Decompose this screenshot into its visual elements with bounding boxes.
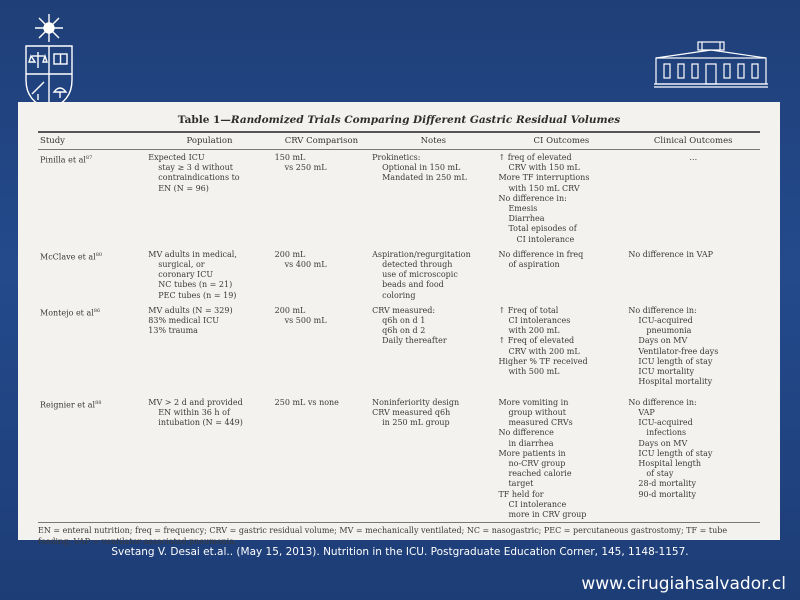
ci-cell (496, 395, 626, 522)
cell-line: No difference in: (628, 305, 697, 315)
cell-line: No difference in VAP (628, 249, 713, 259)
cell-line: pneumonia (646, 326, 692, 336)
cell-line: infections (646, 428, 687, 438)
cell-line: ICU-acquired (638, 418, 693, 428)
cell-line: target (508, 479, 534, 489)
cell-line: MV > 2 d and provided (148, 397, 243, 407)
table-title (38, 114, 760, 131)
column-header: Notes (420, 136, 446, 146)
cell-line: CI intolerance (508, 499, 567, 509)
cell-line: contraindications to (158, 173, 240, 183)
cell-line: reached calorie (508, 469, 572, 479)
cell-line: 13% trauma (148, 326, 198, 336)
table-row (38, 395, 760, 522)
study-name: Reignier et al (40, 400, 96, 410)
cell-line: with 200 mL (508, 326, 560, 336)
notes-cell (370, 303, 496, 395)
cell-line: of aspiration (508, 260, 560, 270)
cell-line: 200 mL (274, 249, 306, 259)
ci-cell (496, 150, 626, 247)
cell-line: coloring (382, 290, 416, 300)
cell-line: More patients in (498, 448, 566, 458)
cell-line: of stay (646, 469, 674, 479)
cell-line: EN (N = 96) (158, 183, 209, 193)
cell-line: with 500 mL (508, 367, 560, 377)
notes-cell (370, 247, 496, 303)
study-cell (38, 247, 146, 303)
cell-line: stay ≥ 3 d without (158, 163, 233, 173)
column-header: CI Outcomes (533, 136, 590, 146)
cell-line: surgical, or (158, 260, 205, 270)
website-url[interactable]: www.cirugiahsalvador.cl (581, 574, 786, 594)
cell-line: no-CRV group (508, 459, 566, 469)
cell-line: TF held for (498, 489, 544, 499)
cell-line: More vomiting in (498, 397, 569, 407)
cell-line: EN within 36 h of (158, 408, 230, 418)
clinical-cell (626, 395, 760, 522)
table-row (38, 247, 760, 303)
cell-line: ICU-acquired (638, 316, 693, 326)
cell-line: Expected ICU (148, 153, 205, 162)
table-header-row (38, 133, 760, 149)
population-cell (146, 395, 272, 522)
cell-line: No difference in: (628, 397, 697, 407)
cell-line: beads and food (382, 280, 444, 290)
cell-line: Ventilator-free days (638, 346, 719, 356)
cell-line: vs 400 mL (284, 260, 327, 270)
trials-table (38, 133, 760, 522)
cell-line: No difference in freq (498, 249, 584, 259)
study-name: Montejo et al (40, 308, 94, 318)
cell-line: CRV with 200 mL (508, 346, 580, 356)
cell-line: More TF interruptions (498, 173, 590, 183)
cell-line: CI intolerance (516, 234, 575, 244)
cell-line: Optional in 150 mL (382, 163, 461, 173)
cell-line: ↑ Freq of total (498, 305, 559, 315)
cell-line: No difference (498, 428, 554, 438)
cell-line: Aspiration/regurgitation (372, 249, 471, 259)
column-header: Study (40, 136, 65, 146)
cell-line: Days on MV (638, 438, 688, 448)
reference-number: 80 (95, 251, 103, 258)
cell-line: Hospital length (638, 459, 702, 469)
column-header: Population (186, 136, 233, 146)
cell-line: 200 mL (274, 305, 306, 315)
clinical-cell (626, 150, 760, 247)
cell-line: in diarrhea (508, 438, 554, 448)
ci-cell (496, 303, 626, 395)
clinical-cell (626, 303, 760, 395)
cell-line: NC tubes (n = 21) (158, 280, 233, 290)
cell-line: vs 250 mL (284, 163, 327, 173)
cell-line: CRV with 150 mL (508, 163, 580, 173)
notes-cell (370, 150, 496, 247)
cell-line: with 150 mL CRV (508, 183, 580, 193)
cell-line: PEC tubes (n = 19) (158, 290, 237, 300)
cell-line: 83% medical ICU (148, 316, 219, 326)
cell-line: detected through (382, 260, 453, 270)
table-row (38, 303, 760, 395)
cell-line: Days on MV (638, 336, 688, 346)
cell-line: 90-d mortality (638, 489, 697, 499)
cell-line: Prokinetics: (372, 153, 421, 162)
cell-line: Total episodes of (508, 224, 577, 234)
population-cell (146, 303, 272, 395)
reference-number: 87 (85, 155, 93, 161)
table-panel (18, 102, 780, 546)
table-row (38, 150, 760, 247)
cell-line: 150 mL (274, 153, 306, 162)
column-header: Clinical Outcomes (653, 136, 733, 146)
crv-cell (273, 150, 370, 247)
table-footnote: EN = enteral nutrition; freq = frequency; CRV = gastric residual volume; MV = mechanically ventilated; NC = nasogastric; PEC = percutaneous gastrostomy; TF = tube feeding; VAP = ventilator-associated pneumonia. (38, 526, 728, 546)
cell-line: Mandated in 250 mL (382, 173, 467, 183)
cell-line: MV adults in medical, (148, 249, 237, 259)
cell-line: intubation (N = 449) (158, 418, 243, 428)
cell-line: group without (508, 408, 566, 418)
table-title-text: —Randomized Trials Comparing Different Gastric Residual Volumes (220, 114, 621, 126)
cell-line: Hospital mortality (638, 377, 713, 387)
cell-line: ↑ freq of elevated (498, 153, 572, 162)
cell-line: measured CRVs (508, 418, 573, 428)
cell-line: … (689, 153, 698, 162)
clinical-cell (626, 247, 760, 303)
population-cell (146, 150, 272, 247)
reference-number: 86 (93, 307, 101, 314)
population-cell (146, 247, 272, 303)
cell-line: Emesis (508, 204, 538, 214)
cell-line: VAP (638, 408, 655, 418)
citation-text: Svetang V. Desai et.al.. (May 15, 2013). Nutrition in the ICU. Postgraduate Education Corner, 145, 1148-1157. (111, 546, 689, 558)
university-crest-icon (20, 8, 78, 112)
cell-line: CI intolerances (508, 316, 571, 326)
cell-line: ICU length of stay (638, 448, 713, 458)
cell-line: CRV measured: (372, 305, 436, 315)
cell-line: ICU mortality (638, 367, 695, 377)
cell-line: 250 mL vs none (274, 397, 339, 407)
cell-line: Higher % TF received (498, 356, 588, 366)
cell-line: Daily thereafter (382, 336, 447, 346)
cell-line: q6h on d 1 (382, 316, 426, 326)
study-cell (38, 395, 146, 522)
reference-number: 88 (95, 399, 102, 406)
hospital-building-icon (652, 40, 770, 90)
cell-line: ↑ Freq of elevated (498, 336, 575, 346)
cell-line: in 250 mL group (382, 418, 450, 428)
cell-line: Diarrhea (508, 214, 545, 224)
cell-line: more in CRV group (508, 510, 587, 520)
cell-line: Noninferiority design (372, 397, 460, 407)
column-header: CRV Comparison (284, 136, 359, 146)
cell-line: q6h on d 2 (382, 326, 426, 336)
study-name: Pinilla et al (40, 155, 86, 165)
crv-cell (273, 303, 370, 395)
cell-line: MV adults (N = 329) (148, 305, 233, 315)
cell-line: ICU length of stay (638, 356, 713, 366)
cell-line: use of microscopic (382, 270, 458, 280)
cell-line: CRV measured q6h (372, 408, 451, 418)
cell-line: 28-d mortality (638, 479, 697, 489)
crv-cell (273, 247, 370, 303)
study-cell (38, 150, 146, 247)
study-name: McClave et al (40, 252, 96, 262)
table-title-label: Table 1 (177, 114, 221, 126)
cell-line: vs 500 mL (284, 316, 327, 326)
cell-line: coronary ICU (158, 270, 214, 280)
study-cell (38, 303, 146, 395)
ci-cell (496, 247, 626, 303)
notes-cell (370, 395, 496, 522)
cell-line: No difference in: (498, 193, 567, 203)
crv-cell (273, 395, 370, 522)
